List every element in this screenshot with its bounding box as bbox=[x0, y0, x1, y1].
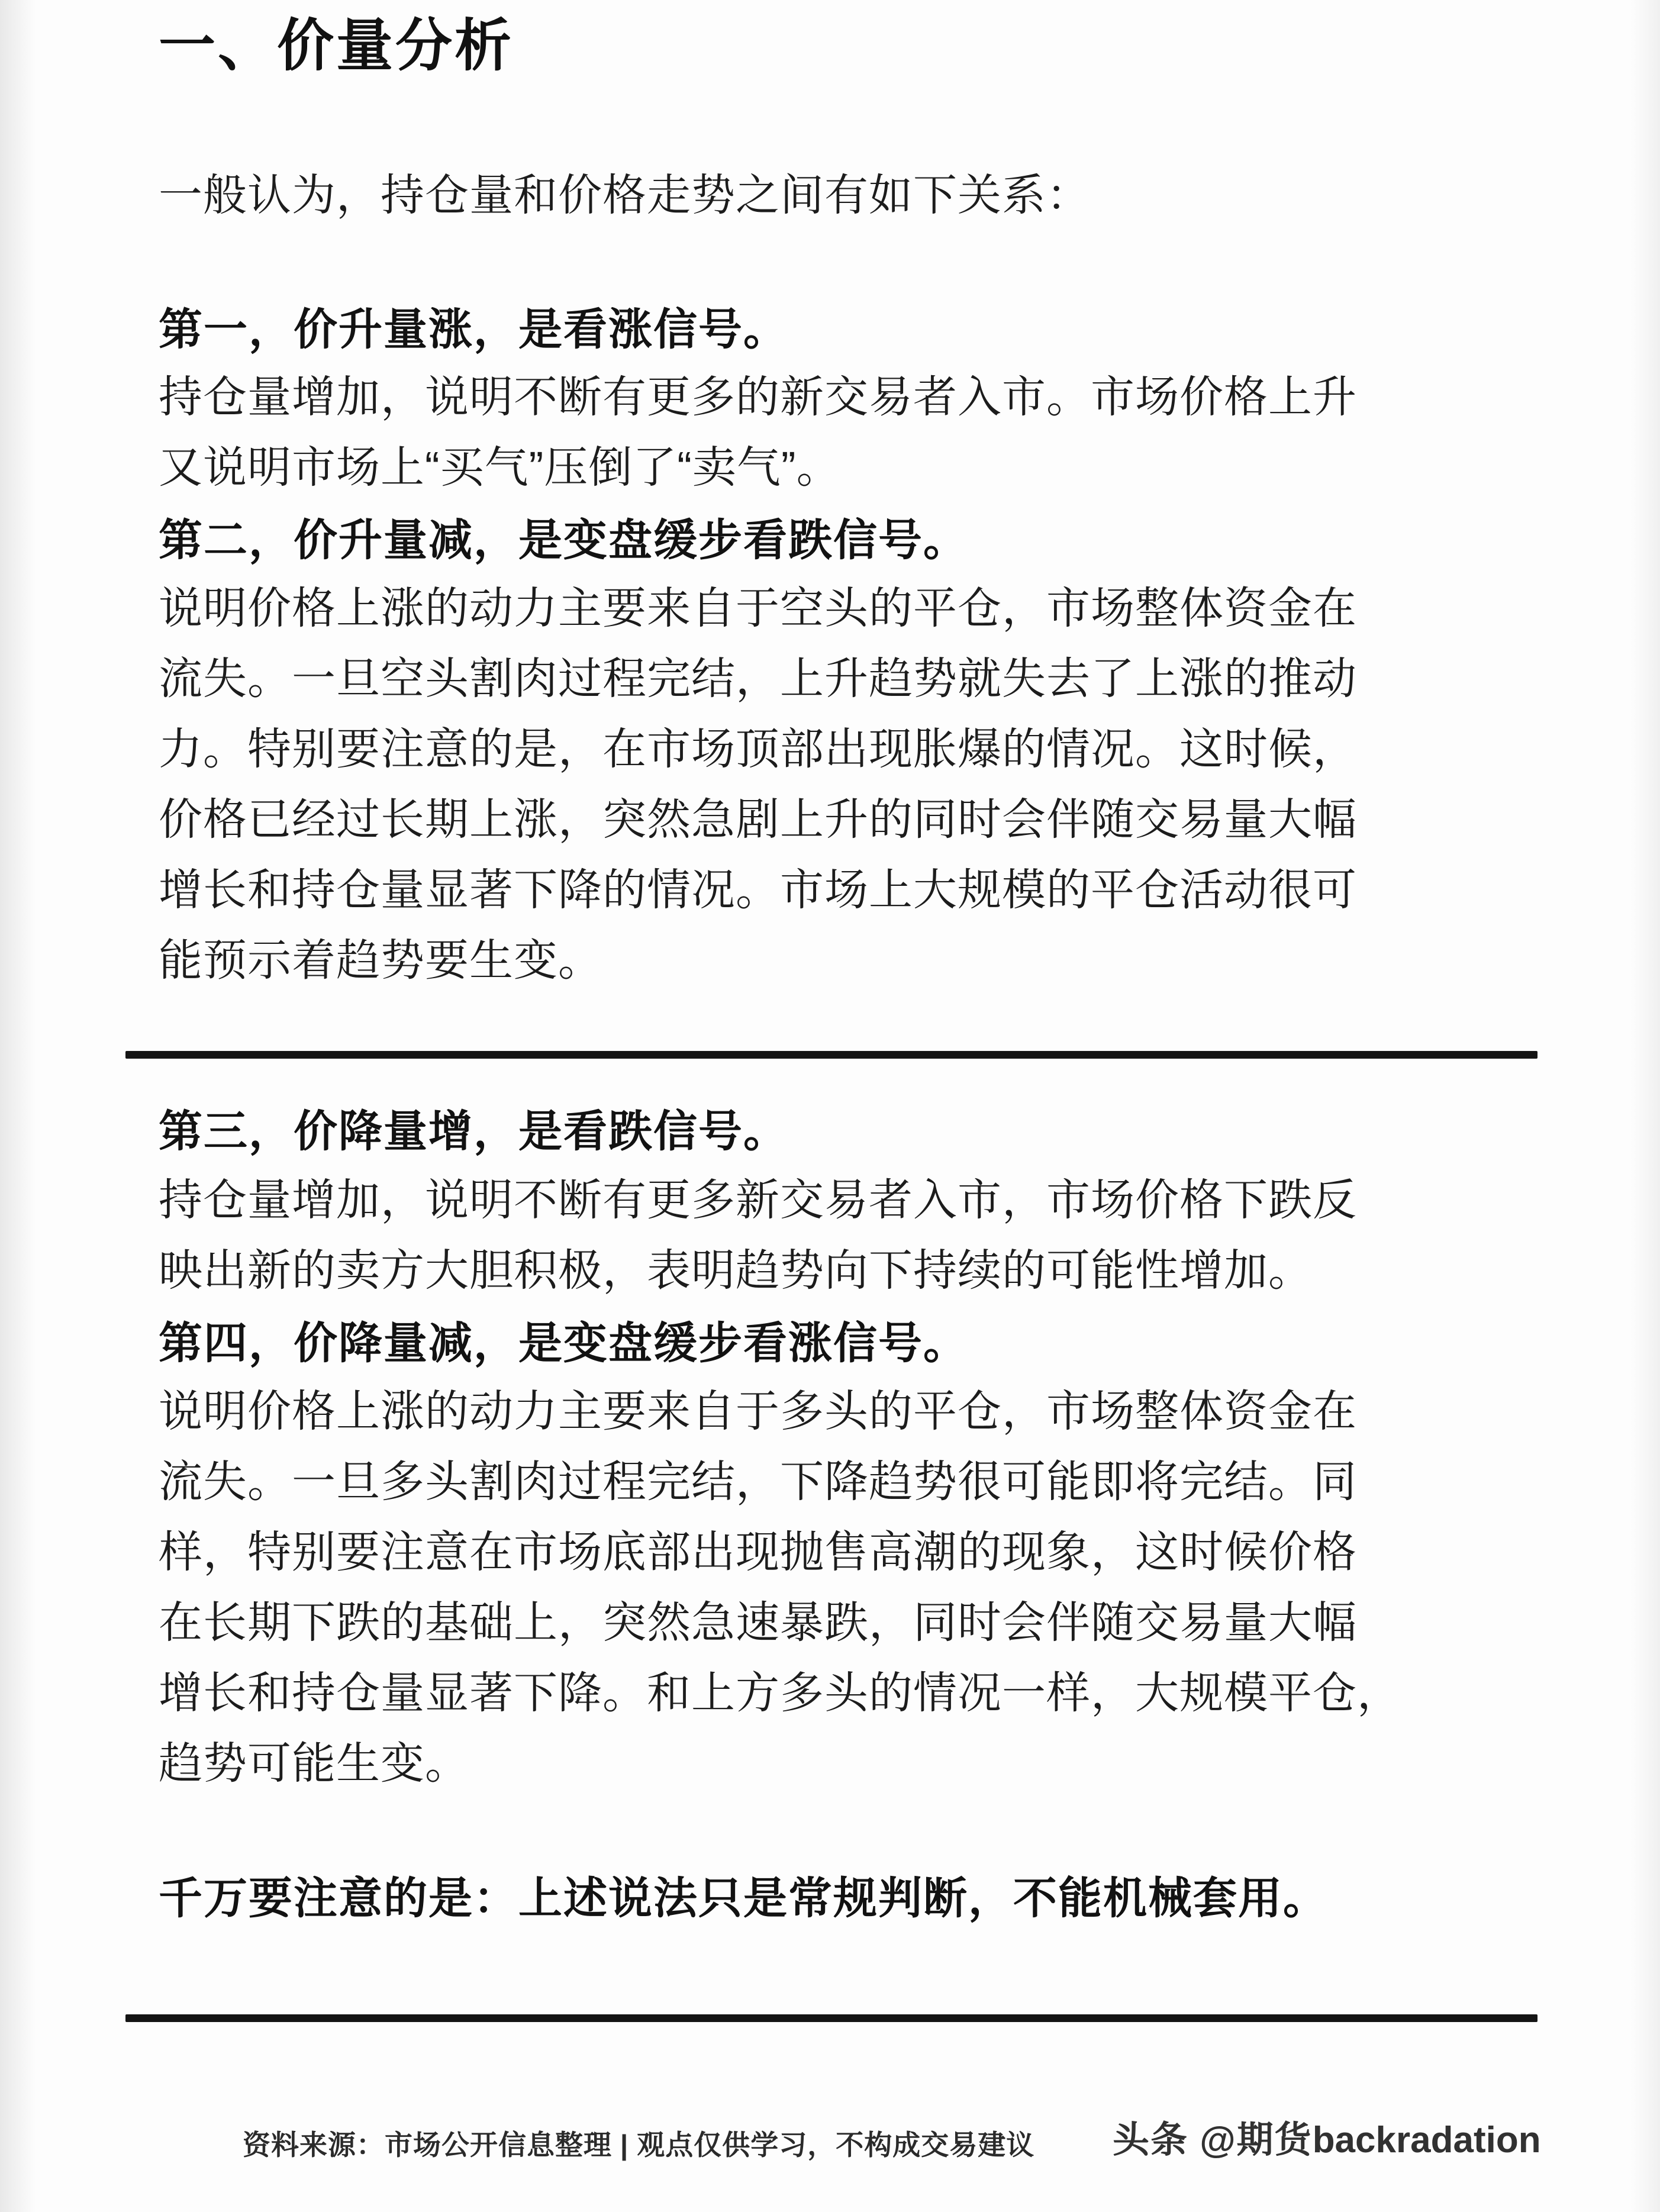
section-divider-top bbox=[125, 1051, 1537, 1059]
section-body-2-line-5: 增长和持仓量显著下降的情况。市场上大规模的平仓活动很可 bbox=[159, 865, 1357, 914]
page-left-edge-shadow bbox=[0, 0, 36, 2212]
section-body-2-line-1: 说明价格上涨的动力主要来自于空头的平仓，市场整体资金在 bbox=[159, 583, 1357, 633]
section-divider-bottom bbox=[125, 2014, 1537, 2022]
section-heading-2-text: 第二，价升量减，是变盘缓步看跌信号。 bbox=[159, 515, 968, 565]
section-body-4 bbox=[159, 1376, 1401, 1798]
section-heading-2 bbox=[159, 505, 1378, 575]
section-heading-3-text: 第三，价降量增，是看跌信号。 bbox=[159, 1107, 788, 1156]
section-body-1-line-1: 持仓量增加，说明不断有更多的新交易者入市。市场价格上升 bbox=[159, 372, 1357, 421]
section-heading-1-text: 第一，价升量涨，是看涨信号。 bbox=[159, 305, 788, 354]
section-body-2-line-3: 力。特别要注意的是，在市场顶部出现胀爆的情况。这时候， bbox=[159, 724, 1357, 773]
section-body-4-line-1: 说明价格上涨的动力主要来自于多头的平仓，市场整体资金在 bbox=[159, 1386, 1357, 1436]
intro-paragraph bbox=[159, 160, 1378, 230]
section-body-2-line-6: 能预示着趋势要生变。 bbox=[159, 936, 602, 985]
watermark-cn-text: 头条 @期货 bbox=[1113, 2120, 1313, 2161]
section-body-1-line-2: 又说明市场上“买气”压倒了“卖气”。 bbox=[159, 443, 841, 492]
section-body-3-line-2: 映出新的卖方大胆积极，表明趋势向下持续的可能性增加。 bbox=[159, 1246, 1313, 1295]
watermark bbox=[1113, 2110, 1541, 2163]
section-body-1 bbox=[159, 362, 1378, 502]
section-body-4-line-3: 样，特别要注意在市场底部出现抛售高潮的现象，这时候价格 bbox=[159, 1527, 1357, 1576]
section-body-4-line-6: 趋势可能生变。 bbox=[159, 1739, 469, 1788]
watermark-en-text: backradation bbox=[1312, 2120, 1541, 2161]
section-heading-4 bbox=[159, 1308, 1378, 1378]
section-body-4-line-5: 增长和持仓量显著下降。和上方多头的情况一样，大规模平仓， bbox=[159, 1668, 1401, 1717]
closing-note-text: 千万要注意的是：上述说法只是常规判断，不能机械套用。 bbox=[159, 1874, 1328, 1923]
closing-note bbox=[159, 1863, 1378, 1933]
section-body-4-line-4: 在长期下跌的基础上，突然急速暴跌，同时会伴随交易量大幅 bbox=[159, 1598, 1357, 1647]
footer-source-text: 资料来源：市场公开信息整理 | 观点仅供学习，不构成交易建议 bbox=[243, 2129, 1035, 2161]
section-body-2-line-2: 流失。一旦空头割肉过程完结，上升趋势就失去了上涨的推动 bbox=[159, 654, 1357, 703]
page-right-edge-shadow bbox=[1630, 0, 1660, 2212]
section-body-4-line-2: 流失。一旦多头割肉过程完结，下降趋势很可能即将完结。同 bbox=[159, 1457, 1357, 1506]
section-body-3 bbox=[159, 1165, 1378, 1305]
intro-line: 一般认为，持仓量和价格走势之间有如下关系： bbox=[159, 170, 1091, 220]
section-heading-3 bbox=[159, 1096, 1378, 1166]
page-title: 一、价量分析 bbox=[159, 14, 514, 78]
section-body-3-line-1: 持仓量增加，说明不断有更多新交易者入市，市场价格下跌反 bbox=[159, 1175, 1357, 1224]
section-heading-4-text: 第四，价降量减，是变盘缓步看涨信号。 bbox=[159, 1318, 968, 1368]
section-body-2-line-4: 价格已经过长期上涨，突然急剧上升的同时会伴随交易量大幅 bbox=[159, 795, 1357, 844]
section-heading-1 bbox=[159, 294, 1378, 365]
section-body-2 bbox=[159, 573, 1378, 995]
